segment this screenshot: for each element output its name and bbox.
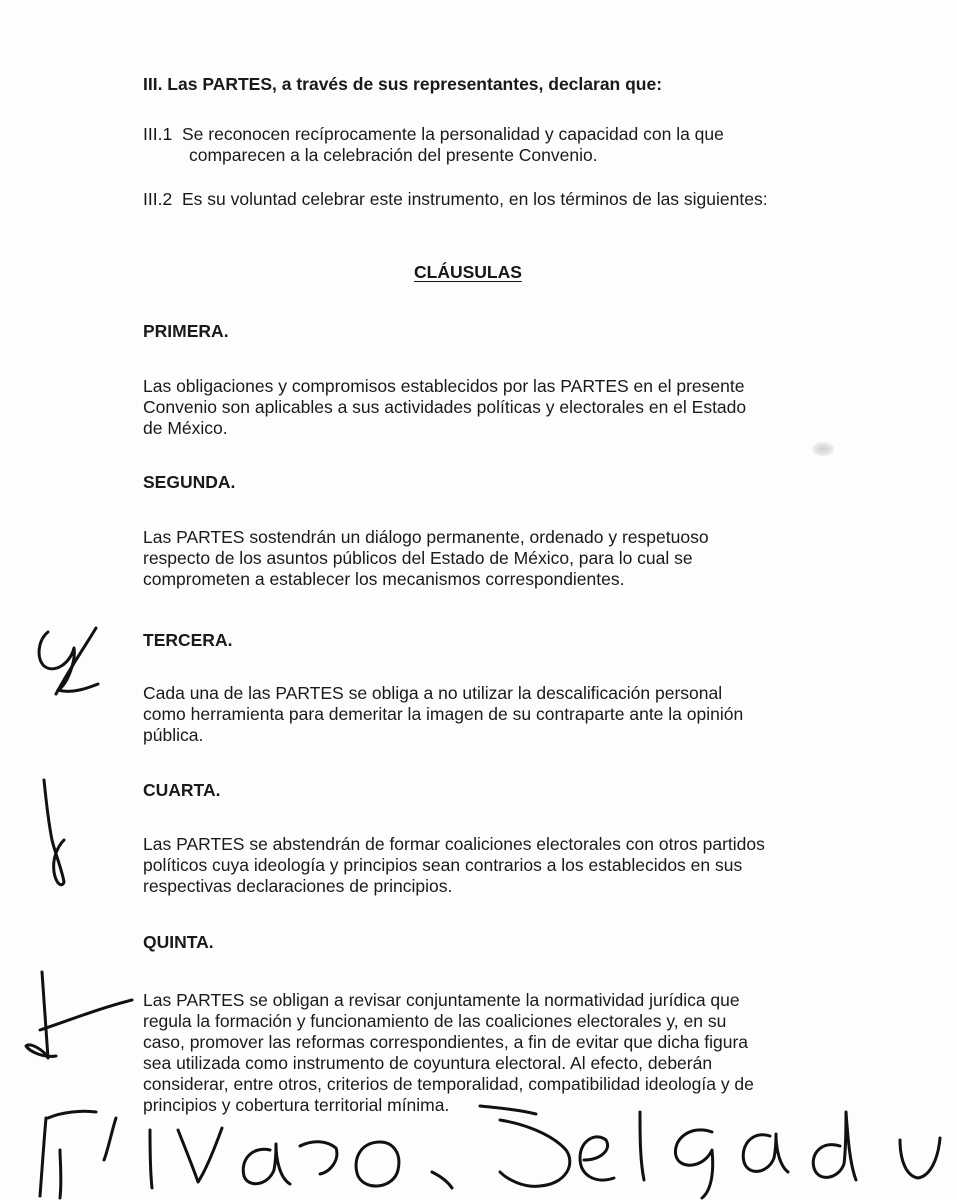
clause-title: QUINTA. xyxy=(143,932,214,952)
clause-line: de México. xyxy=(143,418,228,438)
signature-letter xyxy=(60,1150,61,1198)
clause-line: Las PARTES se abstendrán de formar coaliciones electorales con otros partidos xyxy=(143,834,765,854)
clause-line: principios y cobertura territorial mínima. xyxy=(143,1095,450,1115)
clause-line: comprometen a establecer los mecanismos correspondientes. xyxy=(143,569,625,589)
item-number: III.2 xyxy=(143,189,173,209)
clause-line: regula la formación y funcionamiento de las coaliciones electorales y, en su xyxy=(143,1011,727,1031)
clause-title: TERCERA. xyxy=(143,630,233,650)
clause-title: CUARTA. xyxy=(143,780,221,800)
clause-line: como herramienta para demeritar la imagen de su contraparte ante la opinión xyxy=(143,704,744,724)
clause-line: sea utilizada como instrumento de coyuntura electoral. Al efecto, deberán xyxy=(143,1053,713,1073)
clause-line: caso, promover las reformas correspondientes, a fin de evitar que dicha figura xyxy=(143,1032,749,1052)
clause-line: considerar, entre otros, criterios de temporalidad, compatibilidad ideología y de xyxy=(143,1074,754,1094)
signature-letter xyxy=(104,1118,116,1160)
signature-letter xyxy=(48,1111,96,1118)
signature-letter xyxy=(580,1137,614,1180)
clause-line: Las PARTES se obligan a revisar conjuntamente la normatividad jurídica que xyxy=(143,990,740,1010)
clause-line: respectivas declaraciones de principios. xyxy=(143,876,453,896)
clause-title: PRIMERA. xyxy=(143,321,229,341)
signature-letter xyxy=(500,1120,570,1186)
signature-flourish xyxy=(480,1106,536,1114)
signature-letter xyxy=(640,1112,644,1180)
clause-line: Convenio son aplicables a sus actividades políticas y electorales en el Estado xyxy=(143,397,747,417)
clause-line: Las PARTES sostendrán un diálogo permanente, ordenado y respetuoso xyxy=(143,527,709,547)
item-number: III.1 xyxy=(143,124,173,144)
item-text-line: Es su voluntad celebrar este instrumento, en los términos de las siguientes: xyxy=(182,189,768,209)
item-text-line: Se reconocen recíprocamente la personalidad y capacidad con la que xyxy=(182,124,724,144)
clause-line: Cada una de las PARTES se obliga a no utilizar la descalificación personal xyxy=(143,683,723,703)
signature-letter xyxy=(243,1144,290,1184)
signature-letter xyxy=(675,1130,712,1198)
signature-letter xyxy=(40,1118,46,1196)
clausulas-title: CLÁUSULAS xyxy=(414,262,522,282)
signature-letter xyxy=(813,1112,856,1180)
signature-letter xyxy=(900,1138,940,1178)
signature-letter xyxy=(300,1142,337,1174)
signature-letter xyxy=(356,1142,399,1186)
signature-letter xyxy=(150,1130,152,1188)
item-text-line: comparecen a la celebración del presente Convenio. xyxy=(189,145,598,165)
signature-letter xyxy=(743,1134,788,1172)
clause-line: pública. xyxy=(143,725,204,745)
signature-letter xyxy=(178,1128,222,1182)
clause-line: políticos cuya ideología y principios sean contrarios a los establecidos en sus xyxy=(143,855,743,875)
clause-title: SEGUNDA. xyxy=(143,472,236,492)
clause-line: respecto de los asuntos públicos del Estado de México, para lo cual se xyxy=(143,548,693,568)
signature-dash xyxy=(432,1172,452,1188)
section-heading: III. Las PARTES, a través de sus representantes, declaran que: xyxy=(143,74,663,94)
clause-line: Las obligaciones y compromisos establecidos por las PARTES en el presente xyxy=(143,376,745,396)
